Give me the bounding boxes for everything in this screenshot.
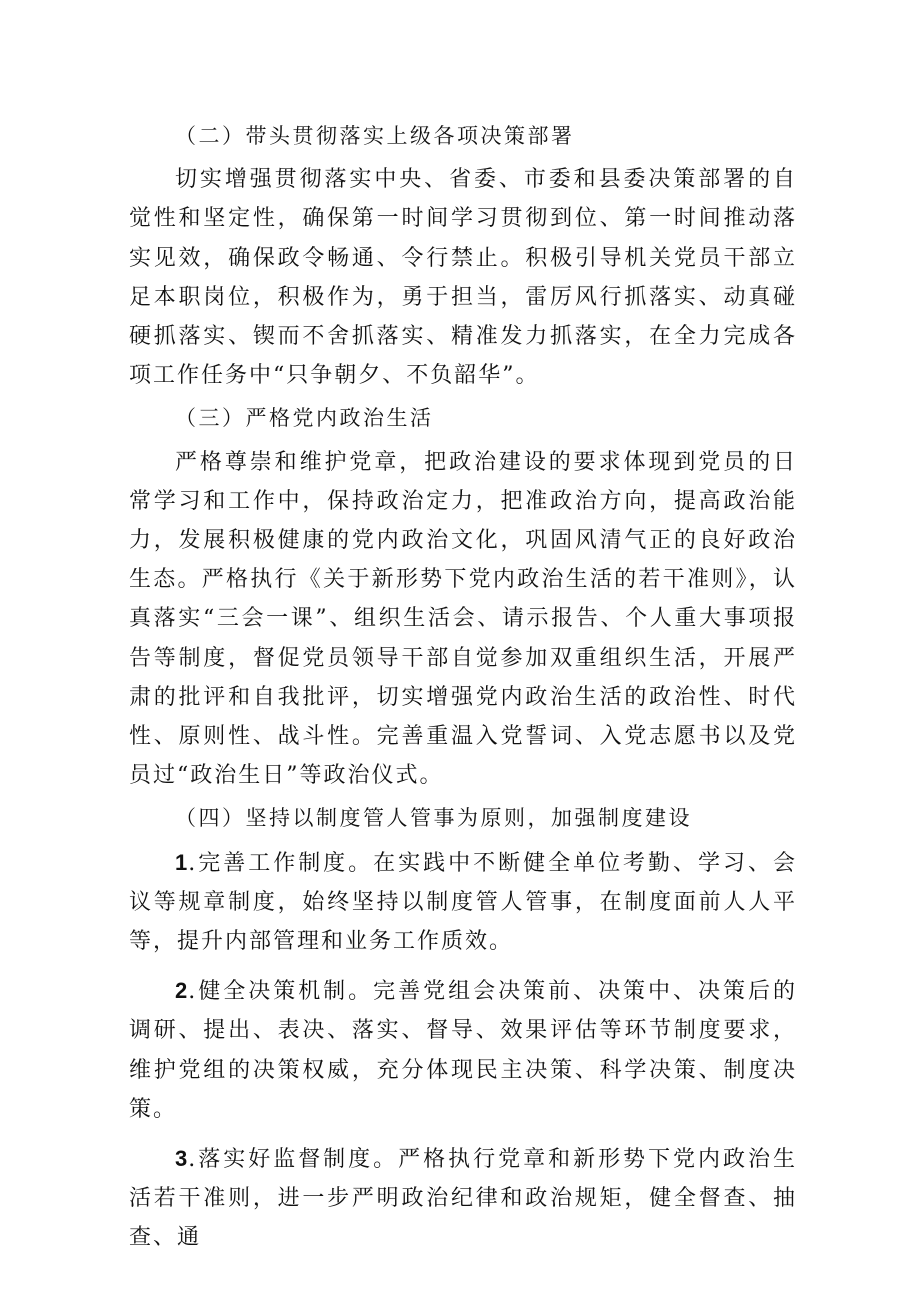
- list-item-3-number: 3: [175, 1146, 189, 1172]
- list-item-3-text: .落实好监督制度。严格执行党章和新形势下党内政治生活若干准则，进一步严明政治纪律和政治规矩，健全督查、抽查、通: [129, 1147, 797, 1251]
- list-item-1-number: 1: [175, 849, 189, 875]
- section-2-paragraph: 切实增强贯彻落实中央、省委、市委和县委决策部署的自觉性和坚定性，确保第一时间学习贯彻到位、第一时间推动落实见效，确保政令畅通、令行禁止。积极引导机关党员干部立足本职岗位，积极作为，勇于担当，雷厉风行抓落实、动真碰硬抓落实、锲而不舍抓落实、精准发力抓落实，在全力完成各项工作任务中“只争朝夕、不负韶华”。: [129, 167, 797, 389]
- list-item-1: [129, 843, 797, 962]
- list-item-3: [129, 1139, 797, 1258]
- section-heading-3: （三）严格党内政治生活: [175, 406, 434, 431]
- list-item-2-number: 2: [175, 978, 189, 1004]
- list-item-2-text: .健全决策机制。完善党组会决策前、决策中、决策后的调研、提出、表决、落实、督导、效果评估等环节制度要求，维护党组的决策权威，充分体现民主决策、科学决策、制度决策。: [129, 979, 797, 1122]
- list-item-2: [129, 971, 797, 1129]
- section-heading-4: （四）坚持以制度管人管事为原则，加强制度建设: [175, 806, 692, 831]
- section-3-paragraph: 严格尊崇和维护党章，把政治建设的要求体现到党员的日常学习和工作中，保持政治定力，把准政治方向，提高政治能力，发展积极健康的党内政治文化，巩固风清气正的良好政治生态。严格执行《关于新形势下党内政治生活的若干准则》，认真落实“三会一课”、组织生活会、请示报告、个人重大事项报告等制度，督促党员领导干部自觉参加双重组织生活，开展严肃的批评和自我批评，切实增强党内政治生活的政治性、时代性、原则性、战斗性。完善重温入党誓词、入党志愿书以及党员过“政治生日”等政治仪式。: [129, 449, 797, 789]
- document-body: [129, 117, 797, 1258]
- section-heading-2: （二）带头贯彻落实上级各项决策部署: [175, 124, 575, 148]
- list-item-1-text: .完善工作制度。在实践中不断健全单位考勤、学习、会议等规章制度，始终坚持以制度管人管事，在制度面前人人平等，提升内部管理和业务工作质效。: [129, 850, 797, 955]
